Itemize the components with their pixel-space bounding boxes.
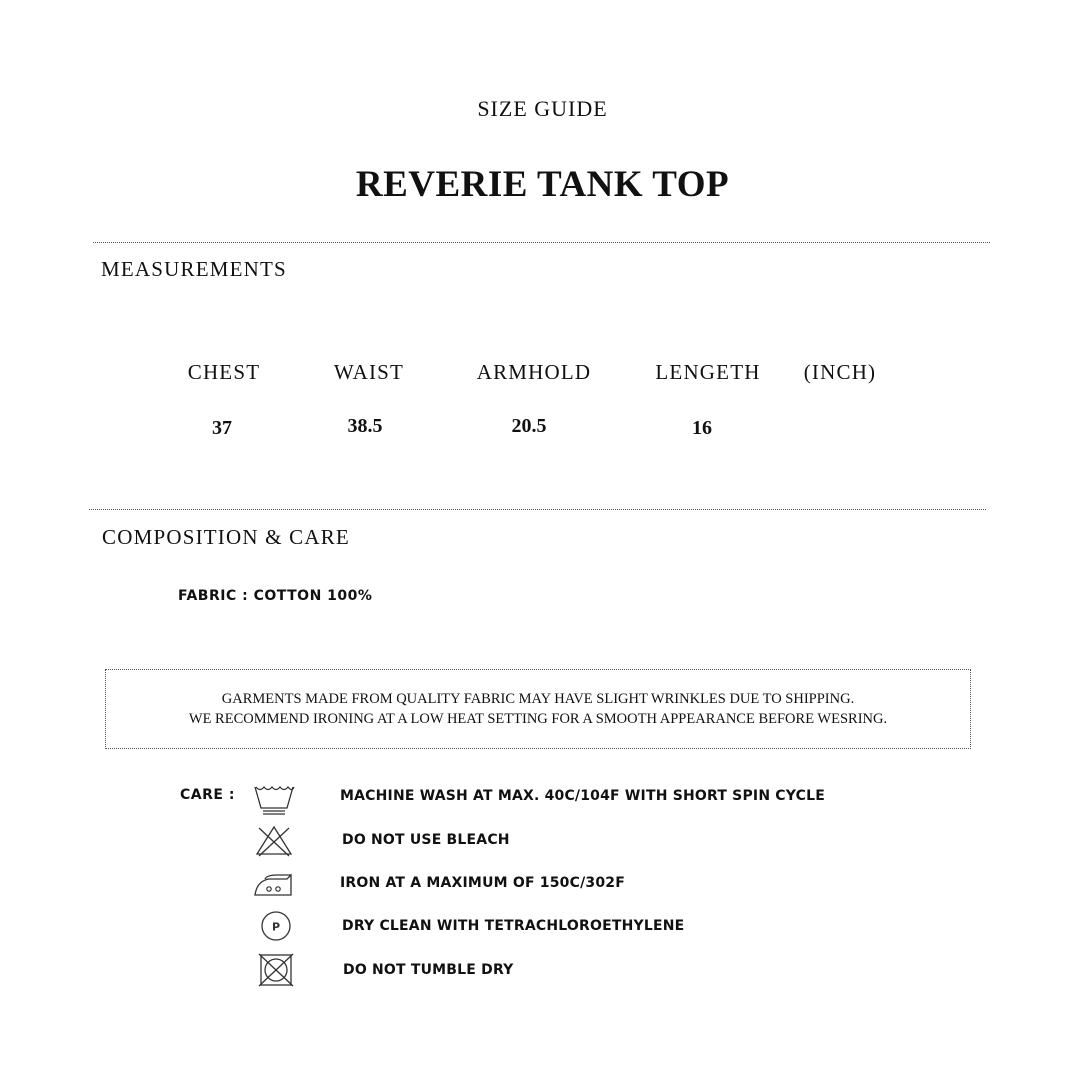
iron-medium-icon (251, 867, 297, 901)
no-bleach-icon (251, 824, 297, 858)
unit-label: (INCH) (803, 360, 877, 384)
column-header-chest: CHEST (187, 360, 261, 384)
column-header-waist: WAIST (333, 360, 405, 384)
page-subtitle: SIZE GUIDE (477, 96, 608, 121)
care-tumble-text: DO NOT TUMBLE DRY (343, 962, 514, 978)
composition-heading: COMPOSITION & CARE (102, 525, 350, 549)
value-length: 16 (692, 417, 712, 439)
value-armhold: 20.5 (511, 415, 547, 437)
value-chest: 37 (212, 417, 232, 439)
notice-line-2: WE RECOMMEND IRONING AT A LOW HEAT SETTING FOR A SMOOTH APPEARANCE BEFORE WESRING. (188, 711, 888, 727)
dry-clean-letter: P (271, 920, 281, 934)
measurements-heading: MEASUREMENTS (101, 257, 287, 281)
dry-clean-p-icon (251, 909, 297, 943)
care-label: CARE : (180, 787, 235, 803)
page-title: REVERIE TANK TOP (355, 164, 730, 205)
fabric-composition: FABRIC : COTTON 100% (178, 588, 373, 604)
notice-line-1: GARMENTS MADE FROM QUALITY FABRIC MAY HAVE SLIGHT WRINKLES DUE TO SHIPPING. (221, 691, 855, 707)
wash-40-icon (251, 781, 297, 815)
divider-top (93, 242, 990, 243)
column-header-armhold: ARMHOLD (476, 360, 592, 384)
care-bleach-text: DO NOT USE BLEACH (342, 832, 510, 848)
care-wash-text: MACHINE WASH AT MAX. 40C/104F WITH SHORT SPIN CYCLE (340, 788, 825, 804)
column-header-length: LENGETH (655, 360, 761, 384)
no-tumble-dry-icon (251, 953, 297, 987)
value-waist: 38.5 (347, 415, 383, 437)
divider-middle (89, 509, 986, 510)
care-dryclean-text: DRY CLEAN WITH TETRACHLOROETHYLENE (342, 918, 685, 934)
ironing-notice (105, 669, 971, 749)
care-iron-text: IRON AT A MAXIMUM OF 150C/302F (340, 875, 625, 891)
